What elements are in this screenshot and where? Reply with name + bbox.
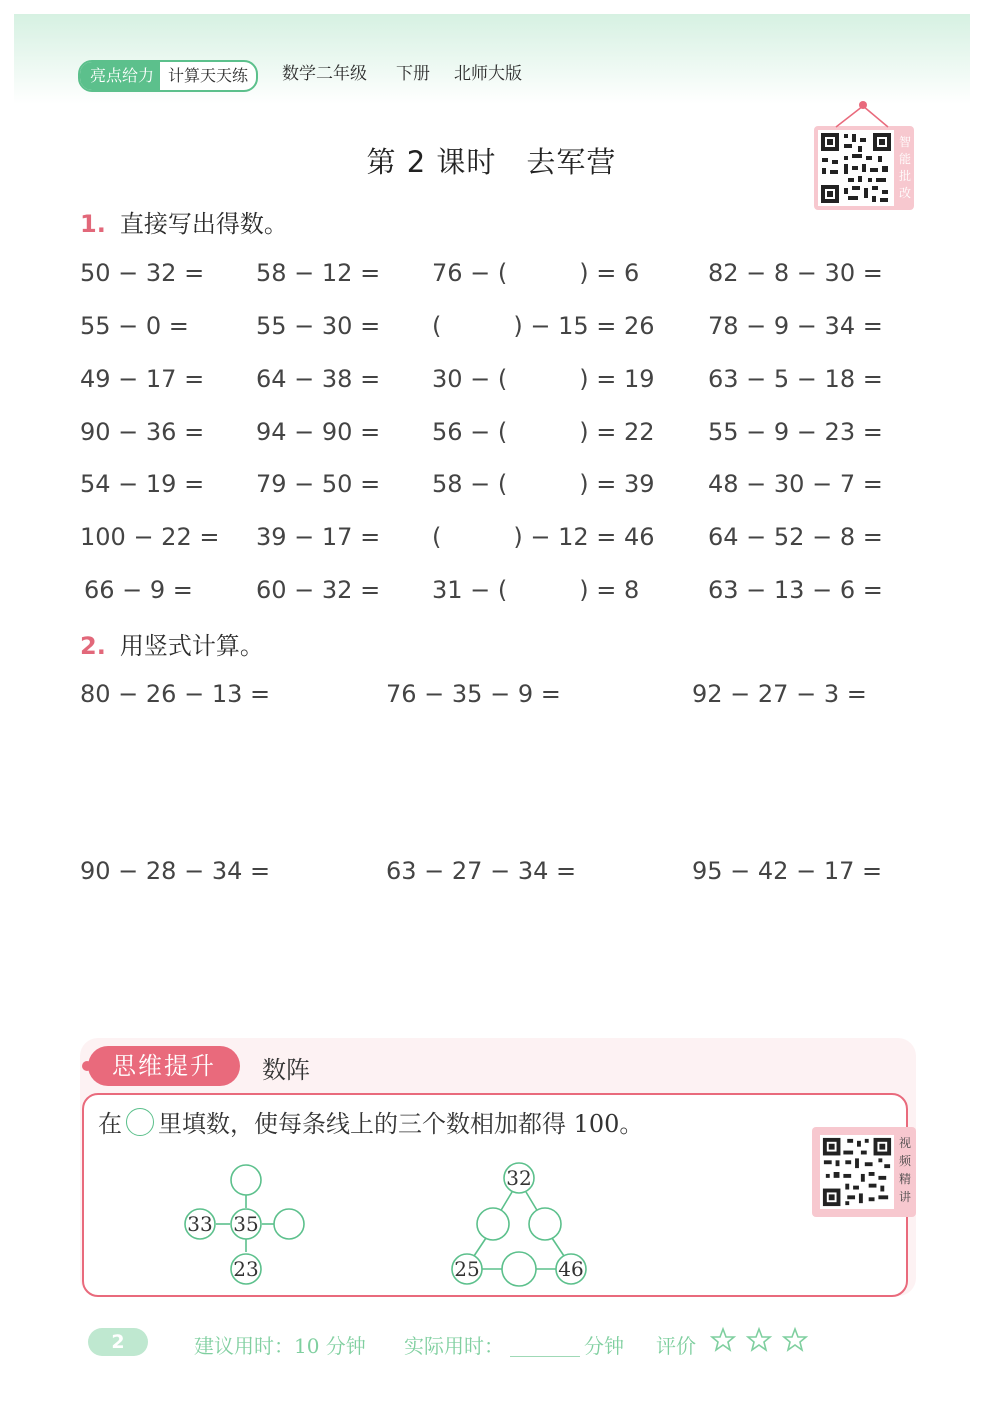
qr-label-char: 智 bbox=[898, 135, 911, 149]
vertical-calc-item: 80 − 26 − 13 = bbox=[80, 680, 271, 708]
section-1-title bbox=[80, 204, 288, 239]
qr-hanger-icon bbox=[830, 100, 890, 128]
blank-circle-left-mid[interactable] bbox=[477, 1208, 509, 1240]
calc-item: 48 − 30 − 7 = bbox=[708, 470, 883, 498]
calc-item: 39 − 17 = bbox=[256, 523, 381, 551]
section-2-title bbox=[80, 626, 264, 661]
calc-item: 55 − 30 = bbox=[256, 312, 381, 340]
blank-circle-top[interactable] bbox=[231, 1165, 261, 1195]
subject-label: 数学二年级 bbox=[282, 64, 367, 84]
volume-label: 下册 bbox=[396, 64, 430, 84]
calc-item: 58 − ( ) = 39 bbox=[432, 470, 655, 498]
qr-label-char: 能 bbox=[898, 152, 911, 166]
page-number: 2 bbox=[88, 1328, 148, 1356]
series-pill bbox=[78, 60, 258, 92]
instruction-before: 在 bbox=[98, 1110, 122, 1138]
puzzle-instruction bbox=[98, 1104, 643, 1139]
calc-item: 55 − 9 − 23 = bbox=[708, 418, 883, 446]
thinking-badge: 思维提升 bbox=[88, 1046, 240, 1086]
star-icon bbox=[712, 1329, 734, 1350]
actual-time-blank[interactable] bbox=[510, 1356, 580, 1357]
cross-bottom-number: 23 bbox=[233, 1257, 259, 1281]
vertical-calc-item: 90 − 28 − 34 = bbox=[80, 857, 271, 885]
section-2-number: 2. bbox=[80, 632, 106, 660]
series-name: 计算天天练 bbox=[168, 66, 249, 85]
qr-label-char: 讲 bbox=[898, 1190, 911, 1204]
calc-item: 56 − ( ) = 22 bbox=[432, 418, 655, 446]
actual-time-label: 实际用时： bbox=[404, 1334, 504, 1358]
edition-label: 北师大版 bbox=[454, 64, 522, 84]
qr-label-char: 批 bbox=[898, 169, 911, 183]
star-icon bbox=[784, 1329, 806, 1350]
calc-item: 90 − 36 = bbox=[80, 418, 205, 446]
minutes-unit: 分钟 bbox=[584, 1334, 624, 1358]
qr-code-grading[interactable] bbox=[814, 126, 914, 210]
qr-label-char: 改 bbox=[898, 186, 911, 200]
calc-item: 100 − 22 = bbox=[80, 523, 220, 551]
calc-item: 64 − 38 = bbox=[256, 365, 381, 393]
qr-label-char: 视 bbox=[898, 1136, 911, 1150]
qr-label-char: 精 bbox=[898, 1172, 911, 1186]
calc-item: 58 − 12 = bbox=[256, 259, 381, 287]
cross-left-number: 33 bbox=[187, 1212, 213, 1236]
calc-item: 31 − ( ) = 8 bbox=[432, 576, 640, 604]
calc-item: 55 − 0 = bbox=[80, 312, 189, 340]
brand-label: 亮点给力 bbox=[80, 62, 160, 90]
qr-code-video[interactable] bbox=[812, 1127, 916, 1217]
triangle-top-number: 32 bbox=[506, 1166, 532, 1190]
calc-item: 66 − 9 = bbox=[84, 576, 193, 604]
instruction-after: 里填数，使每条线上的三个数相加都得 100。 bbox=[158, 1110, 644, 1138]
cross-center-number: 35 bbox=[233, 1212, 259, 1236]
qr-code-icon bbox=[820, 1135, 894, 1209]
rating-stars bbox=[710, 1326, 810, 1356]
calc-item: 50 − 32 = bbox=[80, 259, 205, 287]
calc-item: ( ) − 15 = 26 bbox=[432, 312, 655, 340]
blank-circle-bottom-mid[interactable] bbox=[502, 1252, 536, 1286]
section-1-number: 1. bbox=[80, 210, 106, 238]
circle-icon bbox=[126, 1108, 154, 1136]
thinking-subtitle: 数阵 bbox=[262, 1056, 310, 1084]
calc-item: 49 − 17 = bbox=[80, 365, 205, 393]
star-icon bbox=[748, 1329, 770, 1350]
calc-item: 79 − 50 = bbox=[256, 470, 381, 498]
section-2-text: 用竖式计算。 bbox=[119, 632, 264, 660]
qr-code-icon bbox=[818, 130, 894, 206]
calc-item: 94 − 90 = bbox=[256, 418, 381, 446]
calc-item: 60 − 32 = bbox=[256, 576, 381, 604]
calc-item: 82 − 8 − 30 = bbox=[708, 259, 883, 287]
number-cross-puzzle bbox=[180, 1158, 310, 1288]
calc-item: 78 − 9 − 34 = bbox=[708, 312, 883, 340]
calc-item: 63 − 5 − 18 = bbox=[708, 365, 883, 393]
vertical-calc-item: 63 − 27 − 34 = bbox=[386, 857, 577, 885]
blank-circle-right-mid[interactable] bbox=[529, 1208, 561, 1240]
rating-label: 评价 bbox=[656, 1334, 696, 1358]
calc-item: 76 − ( ) = 6 bbox=[432, 259, 640, 287]
triangle-bottom-right-number: 46 bbox=[558, 1257, 584, 1281]
calc-item: 54 − 19 = bbox=[80, 470, 205, 498]
calc-item: 64 − 52 − 8 = bbox=[708, 523, 883, 551]
calc-item: 63 − 13 − 6 = bbox=[708, 576, 883, 604]
lesson-title: 第 2 课时 去军营 bbox=[366, 145, 617, 179]
calc-item: 30 − ( ) = 19 bbox=[432, 365, 655, 393]
vertical-calc-item: 76 − 35 − 9 = bbox=[386, 680, 561, 708]
qr-label-char: 频 bbox=[898, 1154, 911, 1168]
triangle-bottom-left-number: 25 bbox=[454, 1257, 480, 1281]
calc-item: ( ) − 12 = 46 bbox=[432, 523, 655, 551]
suggested-time: 建议用时：10 分钟 bbox=[194, 1334, 366, 1358]
blank-circle-right[interactable] bbox=[274, 1209, 304, 1239]
section-1-text: 直接写出得数。 bbox=[119, 210, 288, 238]
vertical-calc-item: 95 − 42 − 17 = bbox=[692, 857, 883, 885]
number-triangle-puzzle bbox=[446, 1158, 592, 1290]
vertical-calc-item: 92 − 27 − 3 = bbox=[692, 680, 867, 708]
